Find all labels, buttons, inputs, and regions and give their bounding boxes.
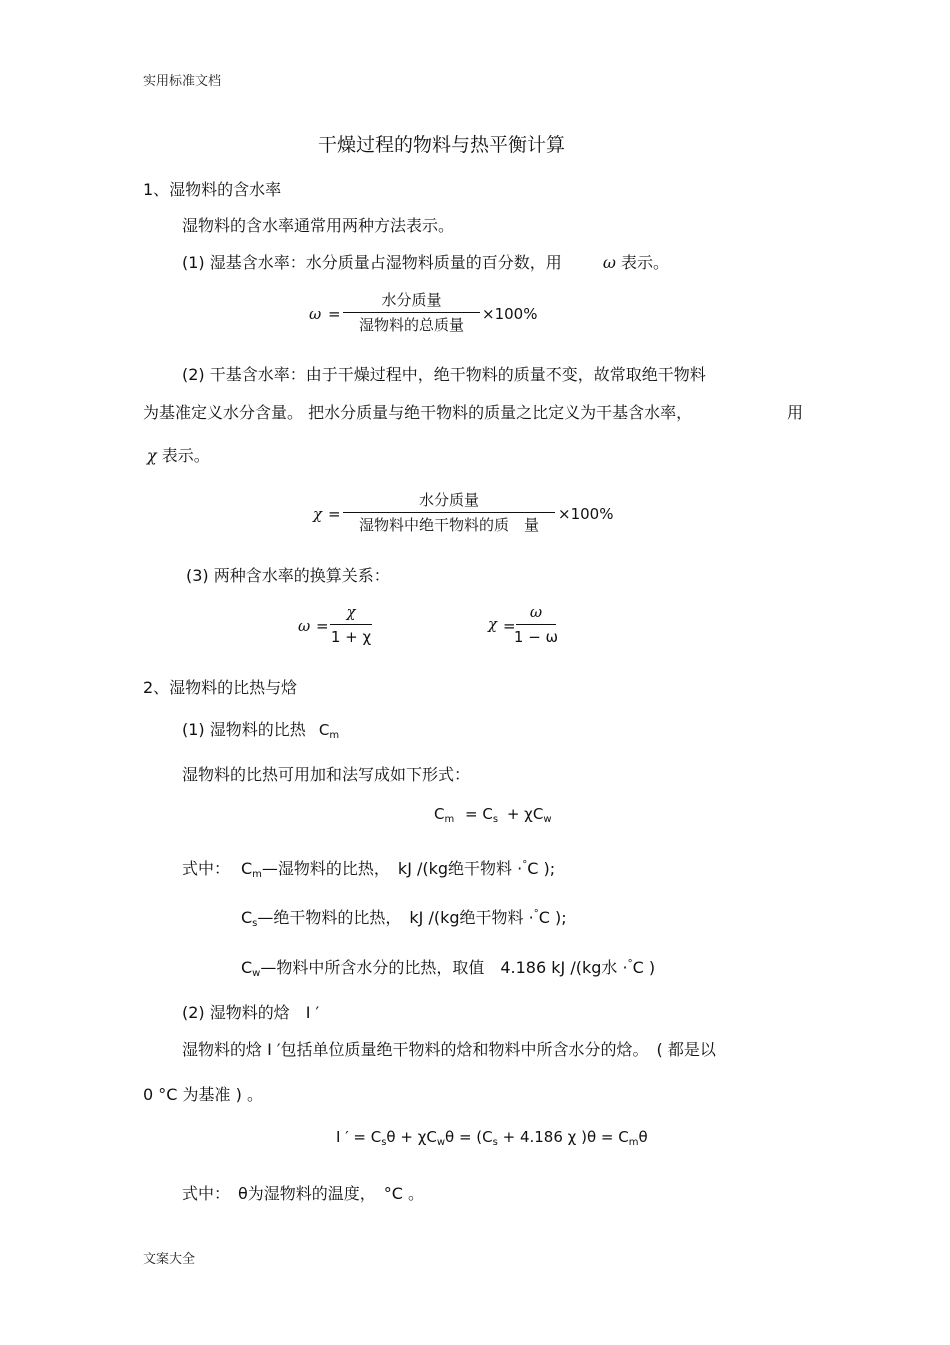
dry-basis-line-1: (2) 干基含水率：由于干燥过程中，绝干物料的质量不变，故常取绝干物料 [182, 365, 706, 384]
enthalpy-line-1: 湿物料的焓 I ′包括单位质量绝干物料的焓和物料中所含水分的焓。 ( 都是以 [182, 1040, 716, 1059]
wet-basis-fraction [343, 290, 480, 335]
chi-symbol: χ [147, 446, 157, 465]
dry-basis-suffix: 表示。 [161, 446, 210, 465]
specific-heat-intro: 湿物料的比热可用加和法写成如下形式： [182, 765, 471, 784]
section-2-heading: 2、湿物料的比热与焓 [143, 678, 298, 697]
conversion-2-fraction [513, 602, 559, 647]
document-title: 干燥过程的物料与热平衡计算 [318, 134, 566, 156]
dry-basis-denominator: 湿物料中绝干物料的质 量 [358, 516, 539, 534]
dry-basis-formula-lhs: χ [313, 505, 323, 523]
wet-basis-label: (1) 湿基含水率：水分质量占湿物料质量的百分数，用 [182, 253, 562, 272]
enthalpy-label: (2) 湿物料的焓 I ′ [182, 1003, 320, 1022]
specific-heat-label [182, 717, 339, 741]
wet-basis-line [182, 250, 669, 273]
section-1-intro: 湿物料的含水率通常用两种方法表示。 [182, 216, 455, 235]
enthalpy-formula: I ′ = $C_s\theta + \chi C_w\theta = (C_s + 4.186$ χ )$\theta = C_m\theta$ [336, 1128, 648, 1148]
enthalpy-line-2: 0 °C 为基准 ) 。 [143, 1085, 263, 1104]
dry-basis-formula-eq: = [328, 505, 341, 523]
where-label-1: 式中： [182, 859, 231, 878]
theta-definition: 式中： θ为湿物料的温度， °C 。 [182, 1184, 425, 1203]
definition-cw: $C_w—$物料中所含水分的比热，取值 4.186 kJ /(kg水 ·°C ) [241, 958, 656, 979]
wet-basis-suffix: 表示。 [621, 253, 670, 272]
page-header: 实用标准文档 [143, 74, 222, 89]
conversion-1-denominator: 1 + χ [330, 628, 372, 646]
dry-basis-numerator: 水分质量 [418, 491, 479, 509]
specific-heat-label-text: (1) 湿物料的比热 [182, 720, 306, 739]
dry-basis-formula-tail: ×100% [558, 505, 614, 523]
conversion-2-eq: = [503, 617, 516, 635]
section-1-heading: 1、湿物料的含水率 [143, 180, 282, 199]
cm-symbol: $C_m$ [318, 721, 340, 741]
dry-basis-line-2b: 用 [787, 403, 804, 422]
wet-basis-formula-tail: ×100% [482, 305, 538, 323]
conversion-2-lhs: χ [488, 615, 498, 633]
conversion-2-numerator: ω [529, 603, 543, 621]
conversion-1-fraction [330, 602, 372, 647]
definition-cm: $C_m—$湿物料的比热， kJ /(kg绝干物料 ·°C ); [241, 859, 556, 880]
dry-basis-fraction [343, 490, 555, 535]
dry-basis-line-3 [147, 443, 210, 466]
definition-cs: $C_s—$绝干物料的比热， kJ /(kg绝干物料 ·°C ); [241, 908, 567, 929]
page-footer: 文案大全 [143, 1252, 196, 1267]
wet-basis-formula-eq: = [328, 305, 341, 323]
conversion-2-denominator: 1 − ω [513, 628, 559, 646]
conversion-1-numerator: χ [346, 603, 356, 621]
omega-symbol: ω [602, 253, 616, 272]
conversion-1-eq: = [316, 617, 329, 635]
conversion-label: (3) 两种含水率的换算关系： [186, 566, 390, 585]
wet-basis-numerator: 水分质量 [381, 291, 442, 309]
wet-basis-formula-lhs: ω [309, 305, 322, 323]
dry-basis-line-2: 为基准定义水分含量。 把水分质量与绝干物料的质量之比定义为干基含水率， [143, 403, 693, 422]
conversion-1-lhs: ω [298, 617, 311, 635]
wet-basis-denominator: 湿物料的总质量 [358, 316, 464, 334]
specific-heat-formula: $C_m = C_s + \chi C_w$ [434, 805, 552, 825]
